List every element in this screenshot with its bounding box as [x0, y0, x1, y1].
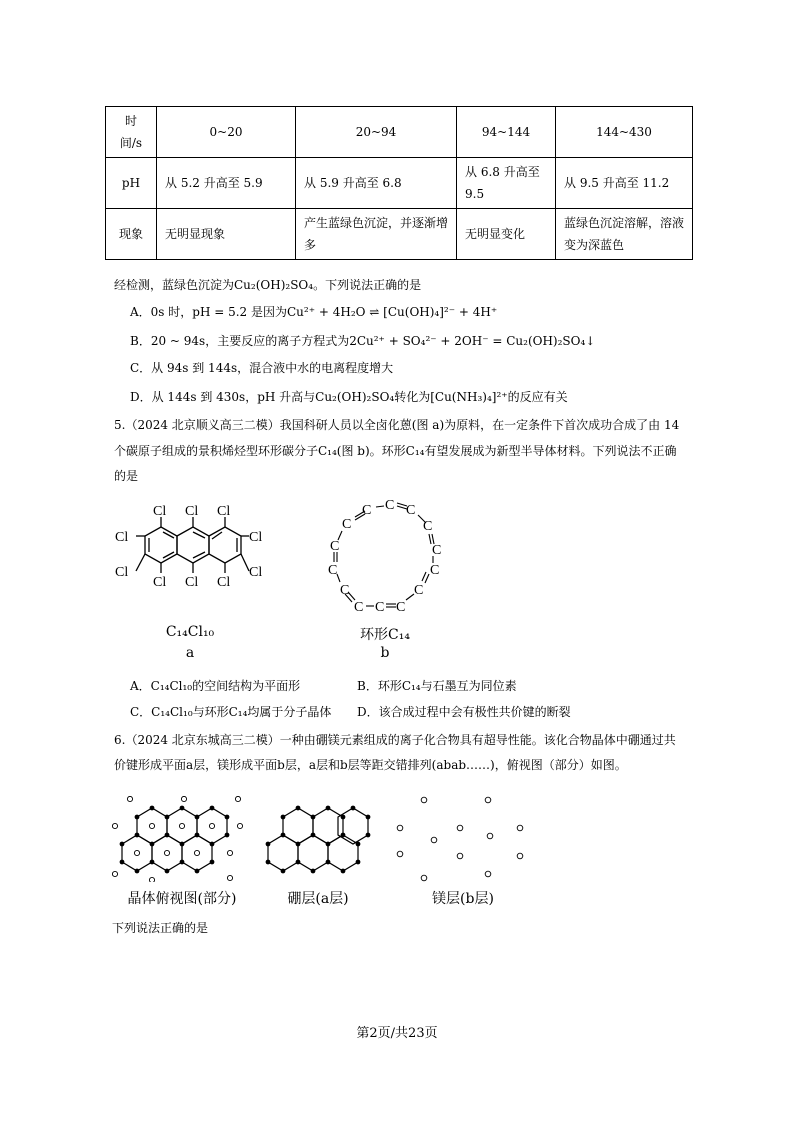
table-header-time: 时间/s	[106, 107, 157, 158]
c-atom-label: C	[362, 503, 372, 518]
q4-option-c: C．从 94s 到 144s，混合液中水的电离程度增大	[130, 361, 394, 375]
q5-option-a: A．C₁₄Cl₁₀的空间结构为平面形	[130, 679, 301, 693]
c-atom-label: C	[375, 600, 385, 615]
c-atom-label: C	[330, 539, 340, 554]
q4-option-b: B．20 ~ 94s，主要反应的离子方程式为2Cu²⁺ + SO₄²⁻ + 2OH⁻ = Cu₂(OH)₂SO₄↓	[130, 334, 596, 348]
cl-atom-label: Cl	[217, 505, 231, 519]
fig-a-label: a	[185, 645, 195, 661]
table-cell: 无明显变化	[457, 209, 556, 260]
c-atom-label: C	[328, 563, 338, 578]
c-atom-label: C	[414, 583, 424, 598]
table-header-cell: 144~430	[556, 107, 693, 158]
table-header-row	[106, 107, 693, 158]
table-cell: 产生蓝绿色沉淀，并逐渐增多	[296, 209, 457, 260]
q4-intro: 经检测，蓝绿色沉淀为Cu₂(OH)₂SO₄。下列说法正确的是	[114, 278, 422, 292]
table-header-cell: 94~144	[457, 107, 556, 158]
c-atom-label: C	[406, 503, 416, 518]
table-row-ph	[106, 158, 693, 209]
page-number: 第2页/共23页	[356, 1026, 438, 1041]
magnesium-layer-diagram	[394, 792, 530, 882]
q5-stem-line3: 的是	[114, 469, 139, 483]
table-cell: 现象	[106, 209, 157, 260]
table-header-cell: 0~20	[157, 107, 296, 158]
c-atom-label: C	[396, 600, 406, 615]
table-row-phenomenon	[106, 209, 693, 260]
c-atom-label: C	[342, 517, 352, 532]
fig-magnesium-caption: 镁层(b层)	[432, 891, 494, 907]
q5-option-d: D．该合成过程中会有极性共价键的断裂	[357, 705, 571, 719]
cl-atom-label: Cl	[249, 565, 263, 580]
fig-a-formula: C₁₄Cl₁₀	[165, 624, 215, 640]
table-cell: pH	[106, 158, 157, 209]
cl-atom-label: Cl	[115, 530, 129, 545]
fig-b-name: 环形C₁₄	[360, 627, 410, 643]
cl-atom-label: Cl	[217, 575, 231, 590]
table-cell: 从 9.5 升高至 11.2	[556, 158, 693, 209]
table-cell: 蓝绿色沉淀溶解，溶液变为深蓝色	[556, 209, 693, 260]
fig-boron-caption: 硼层(a层)	[287, 891, 349, 907]
c-atom-label: C	[340, 583, 350, 598]
c-atom-label: C	[430, 563, 440, 578]
boron-layer-diagram	[258, 798, 378, 884]
q5-option-c: C．C₁₄Cl₁₀与环形C₁₄均属于分子晶体	[130, 705, 332, 719]
perchloroanthracene-structure	[108, 505, 268, 617]
q6-stem-line2: 价键形成平面a层，镁形成平面b层，a层和b层等距交错排列(abab……)，俯视图（部分）如图。	[114, 758, 627, 772]
q5-stem-line2: 个碳原子组成的景积烯烃型环形碳分子C₁₄(图 b)。环形C₁₄有望发展成为新型半导体材料。下列说法不正确	[114, 444, 677, 458]
table-cell: 无明显现象	[157, 209, 296, 260]
q6-question: 下列说法正确的是	[112, 921, 209, 935]
c-atom-label: C	[432, 543, 442, 558]
cl-atom-label: Cl	[115, 565, 129, 580]
cl-atom-label: Cl	[153, 575, 167, 590]
cl-atom-label: Cl	[185, 505, 199, 519]
data-table	[105, 106, 693, 260]
cl-atom-label: Cl	[249, 530, 263, 545]
table-cell: 从 5.9 升高至 6.8	[296, 158, 457, 209]
q6-stem-line1: 6.（2024 北京东城高三二模）一种由硼镁元素组成的离子化合物具有超导性能。该化合物晶体中硼通过共	[114, 733, 676, 747]
cyclo-c14-structure	[318, 490, 454, 620]
cl-atom-label: Cl	[185, 575, 199, 590]
table-cell: 从 5.2 升高至 5.9	[157, 158, 296, 209]
c-atom-label: C	[423, 519, 433, 534]
q4-option-d: D．从 144s 到 430s，pH 升高与Cu₂(OH)₂SO₄转化为[Cu(NH₃)₄]²⁺的反应有关	[130, 390, 568, 404]
fig-b-label: b	[380, 645, 390, 661]
cl-atom-label: Cl	[153, 505, 167, 519]
crystal-top-view-diagram	[112, 796, 252, 882]
q5-stem-line1: 5.（2024 北京顺义高三二模）我国科研人员以全卤化蒽(图 a)为原料，在一定条件下首次成功合成了由 14	[114, 418, 680, 432]
c-atom-label: C	[385, 498, 395, 513]
table-header-cell: 20~94	[296, 107, 457, 158]
table-cell: 从 6.8 升高至 9.5	[457, 158, 556, 209]
c-atom-label: C	[354, 600, 364, 615]
q4-option-a: A．0s 时，pH = 5.2 是因为Cu²⁺ + 4H₂O ⇌ [Cu(OH)₄]²⁻ + 4H⁺	[130, 305, 498, 319]
q5-option-b: B．环形C₁₄与石墨互为同位素	[357, 679, 517, 693]
fig-crystal-caption: 晶体俯视图(部分)	[127, 891, 237, 907]
